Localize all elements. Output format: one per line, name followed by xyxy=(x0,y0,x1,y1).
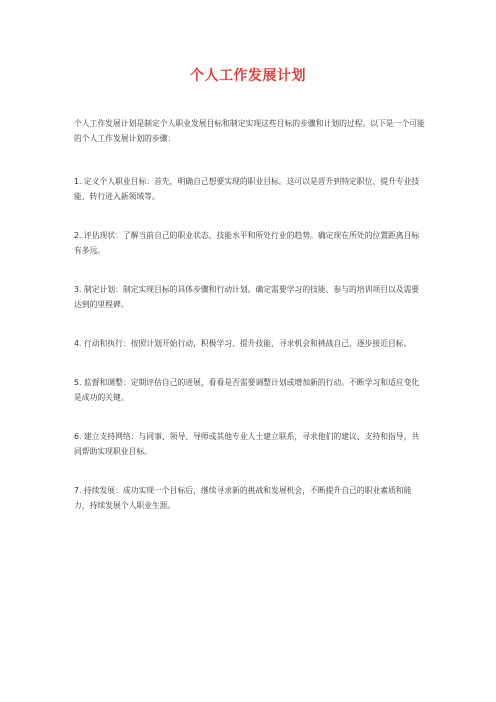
step-3-paragraph: 3. 制定计划：制定实现目标的具体步骤和行动计划。确定需要学习的技能、参与的培训项目以及需要达到的里程碑。 xyxy=(74,285,420,309)
step-1-paragraph: 1. 定义个人职业目标：首先，明确自己想要实现的职业目标。这可以是晋升到特定职位、提升专业技能、转行进入新领域等。 xyxy=(74,177,420,201)
document-title: 个人工作发展计划 xyxy=(190,68,306,84)
step-4-paragraph: 4. 行动和执行：按照计划开始行动，积极学习、提升技能、寻求机会和挑战自己，逐步接近目标。 xyxy=(74,339,412,348)
step-5-paragraph: 5. 监督和调整：定期评估自己的进展，看看是否需要调整计划或增加新的行动。不断学习和适应变化是成功的关键。 xyxy=(74,378,420,402)
step-7-paragraph: 7. 持续发展：成功实现一个目标后，继续寻求新的挑战和发展机会，不断提升自己的职业素质和能力，持续发展个人职业生涯。 xyxy=(74,486,412,510)
intro-paragraph: 个人工作发展计划是制定个人职业发展目标和制定实现这些目标的步骤和计划的过程。以下是一个可能的个人工作发展计划的步骤： xyxy=(74,119,425,143)
document-body xyxy=(74,116,426,537)
step-2-paragraph: 2. 评估现状：了解当前自己的职业状态、技能水平和所处行业的趋势。确定现在所处的位置距离目标有多远。 xyxy=(74,231,420,255)
step-6-paragraph: 6. 建立支持网络：与同事、领导、导师或其他专业人士建立联系，寻求他们的建议、支持和指导，共同帮助实现职业目标。 xyxy=(74,432,420,456)
